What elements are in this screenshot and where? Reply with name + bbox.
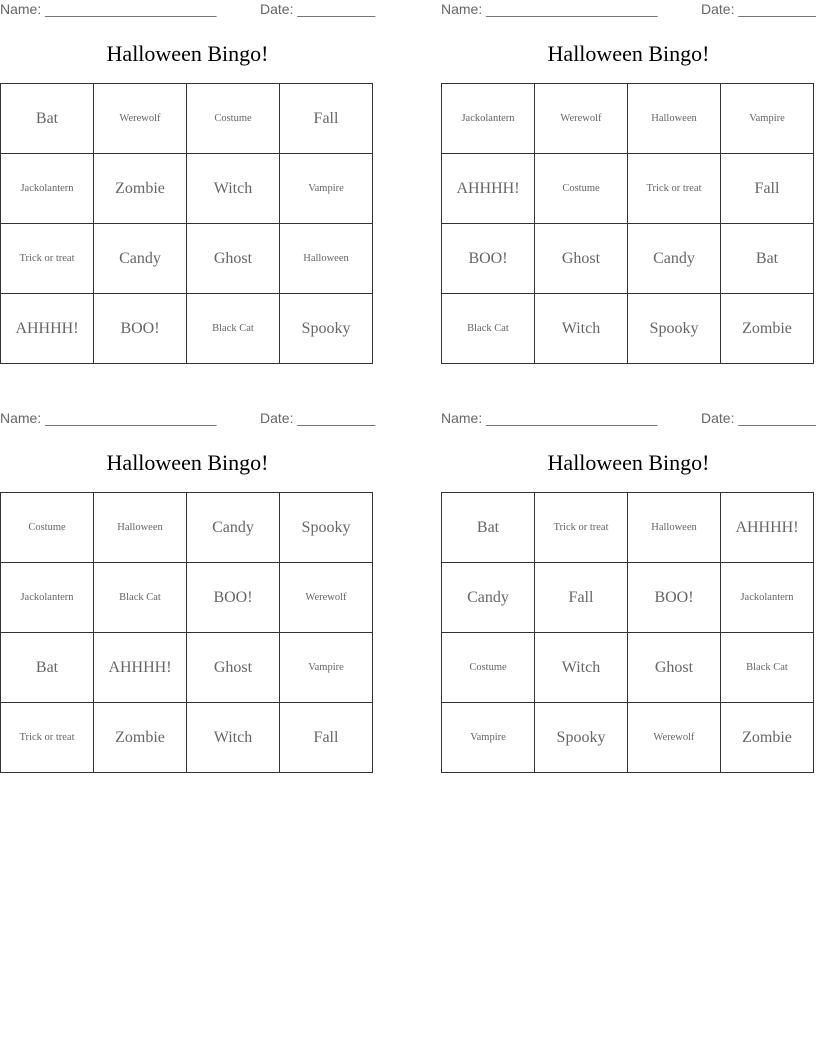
bingo-cell: Halloween [94,493,187,563]
name-field: Name: ______________________ [441,410,658,426]
bingo-cell: Fall [280,703,373,773]
bingo-cell: Witch [187,703,280,773]
card-header [441,410,816,428]
bingo-cell: Costume [535,154,628,224]
bingo-card [441,409,816,784]
card-header [441,1,816,19]
bingo-cell: Candy [628,224,721,294]
bingo-cell: Black Cat [721,633,814,703]
bingo-cell: Ghost [187,633,280,703]
bingo-cell: Witch [535,294,628,364]
bingo-cell: Halloween [280,224,373,294]
bingo-cell: Candy [94,224,187,294]
date-field: Date: __________ [260,410,376,426]
bingo-cell: Trick or treat [628,154,721,224]
bingo-cell: Zombie [94,154,187,224]
bingo-cell: Fall [535,563,628,633]
bingo-cell: AHHHH! [94,633,187,703]
card-header [0,1,375,19]
bingo-cell: Spooky [535,703,628,773]
grid-row [442,154,814,224]
bingo-cell: BOO! [442,224,535,294]
date-field: Date: __________ [260,1,376,17]
bingo-cell: Vampire [280,154,373,224]
date-field: Date: __________ [701,410,816,426]
grid-row [1,703,373,773]
bingo-cell: Black Cat [94,563,187,633]
bingo-cell: Fall [280,84,373,154]
name-field: Name: ______________________ [0,410,217,426]
bingo-cell: Zombie [721,294,814,364]
bingo-cell: Black Cat [187,294,280,364]
bingo-cell: Ghost [187,224,280,294]
bingo-cell: Ghost [628,633,721,703]
bingo-card [441,0,816,375]
grid-row [442,84,814,154]
grid-row [1,294,373,364]
bingo-cell: Jackolantern [721,563,814,633]
bingo-card [0,0,375,375]
bingo-cell: Spooky [628,294,721,364]
bingo-cell: Jackolantern [1,563,94,633]
grid-row [442,493,814,563]
bingo-cell: AHHHH! [721,493,814,563]
bingo-cell: Werewolf [94,84,187,154]
grid-row [1,84,373,154]
bingo-cell: Jackolantern [1,154,94,224]
bingo-cell: BOO! [628,563,721,633]
bingo-cell: Costume [442,633,535,703]
bingo-cell: Werewolf [535,84,628,154]
grid-row [1,633,373,703]
bingo-cell: Bat [1,84,94,154]
bingo-cell: Vampire [280,633,373,703]
name-field: Name: ______________________ [441,1,658,17]
bingo-cell: Costume [1,493,94,563]
card-title: Halloween Bingo! [547,41,710,66]
bingo-cell: Spooky [280,294,373,364]
bingo-cell: Candy [187,493,280,563]
card-title: Halloween Bingo! [547,450,710,475]
bingo-cell: BOO! [187,563,280,633]
bingo-cell: Witch [535,633,628,703]
bingo-cell: Ghost [535,224,628,294]
bingo-cell: Jackolantern [442,84,535,154]
bingo-cell: Trick or treat [1,703,94,773]
bingo-grid [0,492,373,773]
bingo-cell: Spooky [280,493,373,563]
date-field: Date: __________ [701,1,816,17]
bingo-cell: Halloween [628,493,721,563]
bingo-cell: Vampire [721,84,814,154]
grid-row [442,703,814,773]
bingo-cell: AHHHH! [1,294,94,364]
bingo-cell: Black Cat [442,294,535,364]
bingo-cell: Vampire [442,703,535,773]
grid-row [442,563,814,633]
bingo-cell: Witch [187,154,280,224]
card-title: Halloween Bingo! [106,41,269,66]
bingo-grid [441,83,814,364]
grid-row [1,563,373,633]
bingo-card [0,409,375,784]
grid-row [1,154,373,224]
grid-row [1,493,373,563]
card-header [0,410,375,428]
bingo-cell: BOO! [94,294,187,364]
grid-row [442,633,814,703]
bingo-grid [0,83,373,364]
bingo-cell: Fall [721,154,814,224]
bingo-grid [441,492,814,773]
bingo-cell: Bat [1,633,94,703]
bingo-cell: Werewolf [280,563,373,633]
bingo-cell: Bat [721,224,814,294]
bingo-cell: Candy [442,563,535,633]
grid-row [442,224,814,294]
bingo-cell: Zombie [721,703,814,773]
bingo-cell: Trick or treat [535,493,628,563]
card-title: Halloween Bingo! [106,450,269,475]
bingo-cell: Trick or treat [1,224,94,294]
bingo-cell: AHHHH! [442,154,535,224]
bingo-cell: Bat [442,493,535,563]
bingo-cell: Zombie [94,703,187,773]
bingo-cell: Costume [187,84,280,154]
grid-row [442,294,814,364]
bingo-cell: Werewolf [628,703,721,773]
bingo-cell: Halloween [628,84,721,154]
grid-row [1,224,373,294]
name-field: Name: ______________________ [0,1,217,17]
